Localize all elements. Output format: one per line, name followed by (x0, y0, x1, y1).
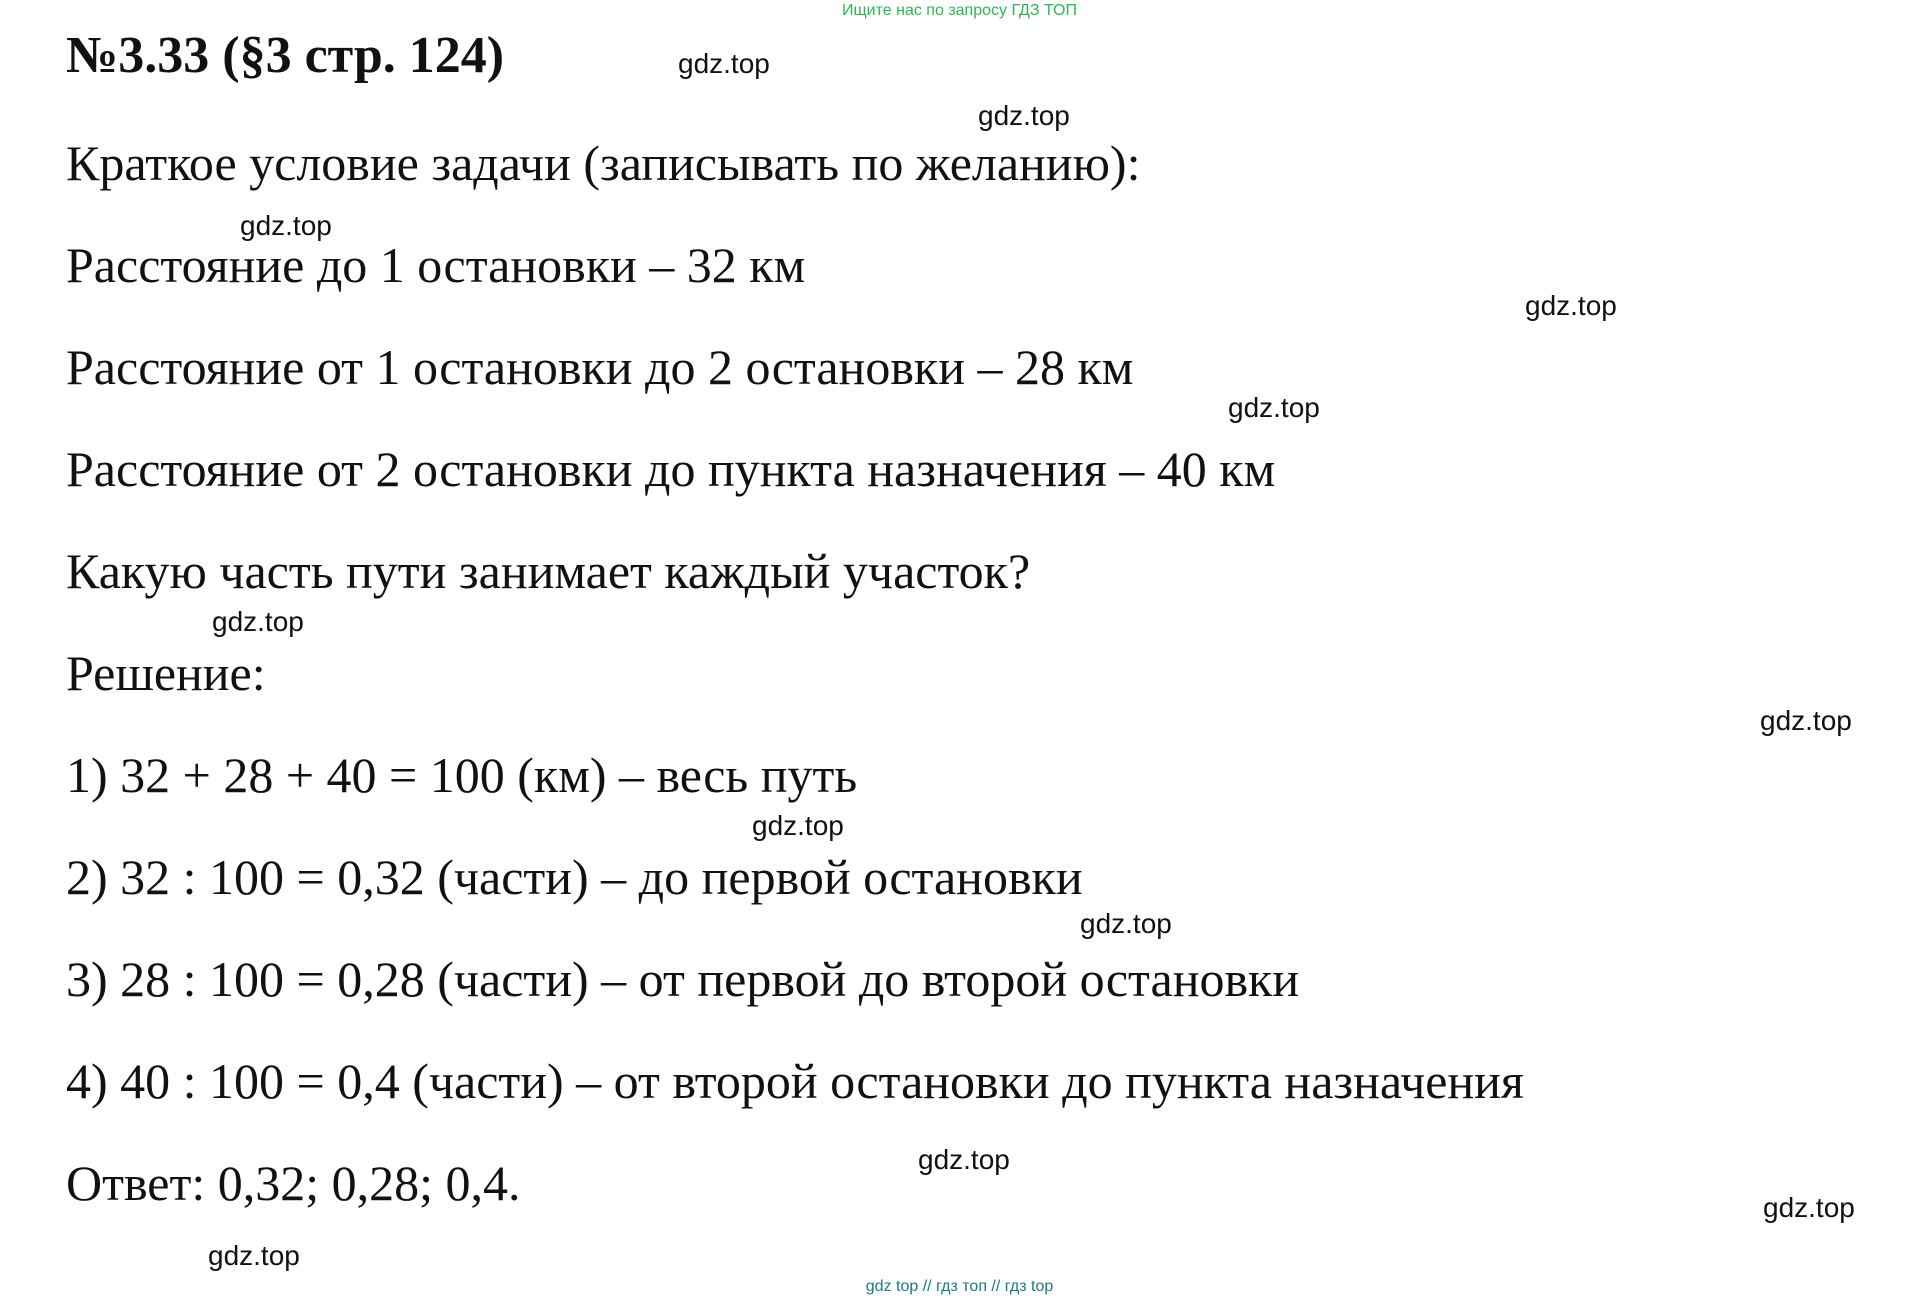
watermark: gdz.top (208, 1240, 300, 1271)
top-banner: Ищите нас по запросу ГДЗ ТОП (842, 2, 1077, 19)
condition-question: Какую часть пути занимает каждый участок? (66, 543, 1031, 599)
solution-heading: Решение: (66, 645, 266, 701)
solution-step-4: 4) 40 : 100 = 0,4 (части) – от второй остановки до пункта назначения (66, 1053, 1524, 1109)
bottom-banner: gdz top // гдз топ // гдз top (865, 1278, 1054, 1295)
solution-step-2: 2) 32 : 100 = 0,32 (части) – до первой остановки (66, 849, 1083, 905)
watermark: gdz.top (1080, 908, 1172, 939)
answer-line: Ответ: 0,32; 0,28; 0,4. (66, 1155, 521, 1211)
watermark: gdz.top (212, 606, 304, 637)
watermark: gdz.top (752, 810, 844, 841)
condition-heading: Краткое условие задачи (записывать по желанию): (66, 135, 1141, 191)
condition-line-2: Расстояние от 1 остановки до 2 остановки – 28 км (66, 339, 1134, 395)
watermark: gdz.top (978, 100, 1070, 131)
watermark: gdz.top (918, 1144, 1010, 1175)
watermark: gdz.top (678, 48, 770, 79)
watermark: gdz.top (1763, 1192, 1855, 1223)
watermark: gdz.top (1525, 290, 1617, 321)
condition-line-1: Расстояние до 1 остановки – 32 км (66, 237, 806, 293)
solution-step-1: 1) 32 + 28 + 40 = 100 (км) – весь путь (66, 747, 858, 803)
watermark: gdz.top (1760, 705, 1852, 736)
solution-step-3: 3) 28 : 100 = 0,28 (части) – от первой до второй остановки (66, 951, 1300, 1007)
watermark: gdz.top (240, 210, 332, 241)
page-title: №3.33 (§3 стр. 124) (66, 27, 505, 84)
condition-line-3: Расстояние от 2 остановки до пункта назначения – 40 км (66, 441, 1276, 497)
watermark: gdz.top (1228, 392, 1320, 423)
